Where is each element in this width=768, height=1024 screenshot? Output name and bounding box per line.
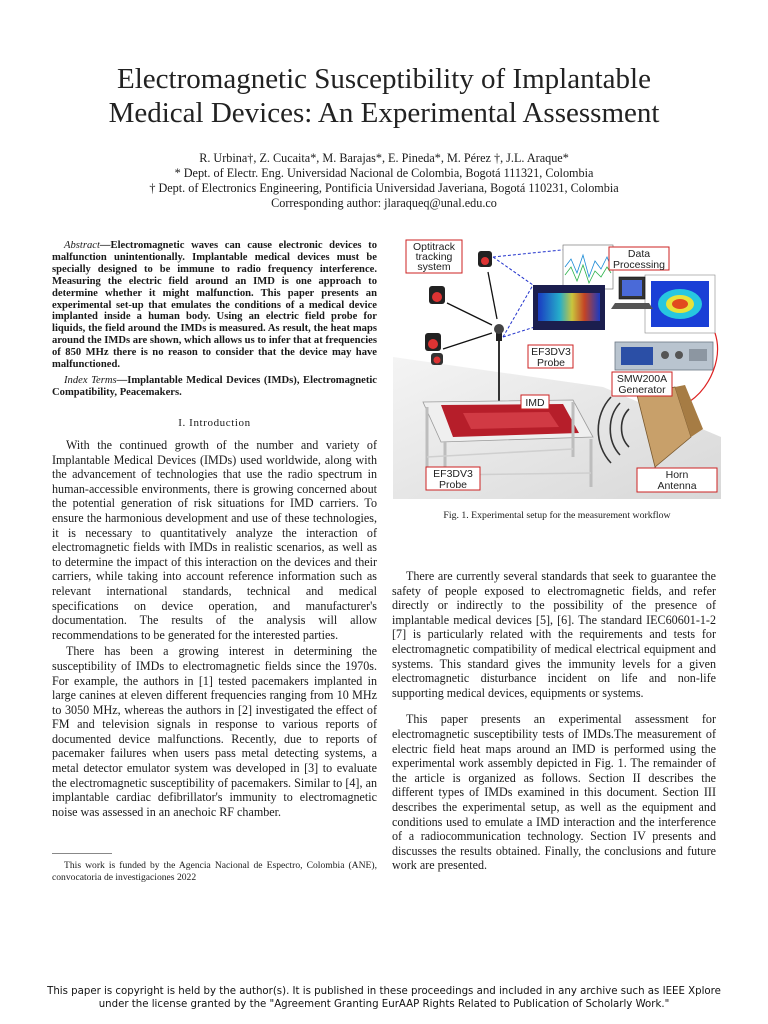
svg-text:Optitrack: Optitrack: [412, 241, 456, 253]
label-probe-top: [528, 345, 573, 369]
abstract: [52, 240, 377, 371]
paragraph: This paper presents an experimental assessment for electromagnetic susceptibility tests of IMDs.The measurement of electric field heat maps around an IMD is performed using the experimental work assembly depicted in Fig. 1. The remainder of the article is organized as follows. Section II describes the different types of IMDs examined in this document. Section III describes the experimental setup, as well as the equipment and conditions used to emulate a IMD interaction and the interference of a radiocommunication technology. Section IV presents and discusses the results obtained. Finally, the conclusions and future work are presented.: [392, 712, 716, 873]
svg-text:tracking: tracking: [415, 251, 453, 263]
funding-footnote: This work is funded by the Agencia Nacional de Espectro, Colombia (ANE), convocatoria de investigaciones 2022: [52, 860, 377, 883]
svg-text:SMW200A: SMW200A: [616, 373, 668, 385]
index-terms-text: —Implantable Medical Devices (IMDs), Electromagnetic Compatibility, Peacemakers.: [52, 375, 377, 398]
footnote-rule: [52, 853, 112, 854]
label-smw-generator: [612, 372, 672, 396]
svg-text:EF3DV3: EF3DV3: [433, 468, 473, 480]
svg-text:Horn: Horn: [665, 469, 689, 481]
label-optitrack: [406, 240, 462, 273]
license-line-2: under the license granted by the "Agreement Granting EurAAP Rights Related to Publication of Scholarly Work.": [98, 999, 670, 1010]
corresponding-author: Corresponding author: jlaraqueq@unal.edu.co: [271, 196, 497, 210]
index-terms: [52, 375, 377, 399]
svg-text:Data: Data: [627, 248, 651, 260]
license-notice: [30, 985, 738, 1011]
setup-illustration: [393, 237, 721, 499]
affiliation-2: † Dept. of Electronics Engineering, Pontificia Universidad Javeriana, Bogotá 110231, Colombia: [149, 181, 619, 195]
author-block: [40, 151, 728, 211]
index-terms-label: Index Terms: [64, 375, 117, 386]
title-line-2: Medical Devices: An Experimental Assessment: [108, 97, 660, 129]
svg-text:Probe: Probe: [536, 357, 566, 369]
label-data-processing: [609, 247, 669, 271]
figure-caption: Fig. 1. Experimental setup for the measurement workflow: [443, 510, 671, 521]
right-column-body: [392, 569, 716, 873]
paragraph: There has been a growing interest in determining the susceptibility of IMDs to electromagnetic fields since the 1970s. For example, the authors in [1] tested pacemakers implanted in large canines at eleven different frequencies ranging from 10 MHz to 3050 MHz, whereas the authors in [2] investigated the effect of FM and television signals in response to various reports of documented device malfunctions. Recently, due to reports of pacemaker failures when users pass metal detecting systems, a metal detector emulator system was developed in [3] to evaluate the electromagnetic susceptibility of pacemakers. Similar to [4], an implantable cardiac defibrillator's immunity to electromagnetic noise was assessed in an anechoic RF chamber.: [52, 644, 377, 819]
title-line-1: Electromagnetic Susceptibility of Implantable: [117, 63, 651, 95]
label-probe-bottom: [426, 467, 480, 491]
label-imd: [521, 395, 549, 409]
license-line-1: This paper is copyright is held by the author(s). It is published in these proceedings and included in any archive such as IEEE Xplore: [47, 986, 721, 997]
svg-text:EF3DV3: EF3DV3: [531, 346, 571, 358]
paragraph: With the continued growth of the number and variety of Implantable Medical Devices (IMDs) used worldwide, along with the advancement of technologies that use the radio spectrum in human-accessible environments, there is growing concerned about the potential generation of risk situations for IMD carriers. To ensure the harmonious development and use of these technologies, it is necessary to quantitatively analyze the interaction of electromagnetic fields with IMDs in realistic scenarios, as well as to determine the impact of this interaction on the devices and their carriers, while taking into account reference information such as relevant international standards, technical and medical specifications on device operation, and manufacturer's documentation. The results of the analysis will allow recommendations to be generated for the interested parties.: [52, 438, 377, 642]
svg-text:IMD: IMD: [525, 397, 545, 409]
label-horn-antenna: [637, 468, 717, 492]
svg-text:system: system: [417, 261, 451, 273]
experimental-setup-figure: [393, 237, 721, 499]
svg-text:Antenna: Antenna: [657, 480, 697, 492]
spectrogram-plot: [533, 285, 605, 330]
svg-text:Generator: Generator: [618, 384, 666, 396]
signal-plot: [563, 245, 613, 289]
section-heading: I. Introduction: [178, 417, 251, 429]
signal-generator: [615, 342, 713, 370]
abstract-label: Abstract: [64, 240, 100, 251]
affiliation-1: * Dept. of Electr. Eng. Universidad Nacional de Colombia, Bogotá 111321, Colombia: [174, 166, 594, 180]
abstract-text: —Electromagnetic waves can cause electronic devices to malfunction unintentionally. Implantable medical devices must be specially designed to be immune to radio frequency interference. Measuring the electric field around an IMD is one approach to determine whether it might malfunction. This paper presents an experimental set-up that emulates the conditions of a medical device implanted inside a human body. Using an electric field probe for liquids, the field around the IMDs is measured. As result, the heat maps around the IMDs are shown, which allows us to infer that at frequencies of 850 MHz there is no reason to consider that the device may have malfunctioned.: [52, 240, 377, 371]
svg-text:Processing: Processing: [613, 259, 665, 271]
camera-arrows: [443, 272, 497, 349]
paragraph: There are currently several standards that seek to guarantee the safety of people exposed to electromagnetic fields, and refer directly or indirectly to the possibility of the presence of implantable medical devices [5], [6]. The standard IEC60601-1-2 [7] is particularly related with the requirements and tests for electromagnetic compatibility of medical electrical equipment and systems. This standard gives the immunity levels for a given electromagnetic disturbance incident on life and non-life supporting medical devices, equipments or systems.: [392, 569, 716, 700]
paper-title: [40, 62, 728, 130]
author-list: R. Urbina†, Z. Cucaita*, M. Barajas*, E. Pineda*, M. Pérez †, J.L. Araque*: [199, 151, 569, 165]
svg-text:Probe: Probe: [438, 479, 468, 491]
heatmap-display: [645, 275, 715, 333]
left-column-body: [52, 438, 377, 819]
